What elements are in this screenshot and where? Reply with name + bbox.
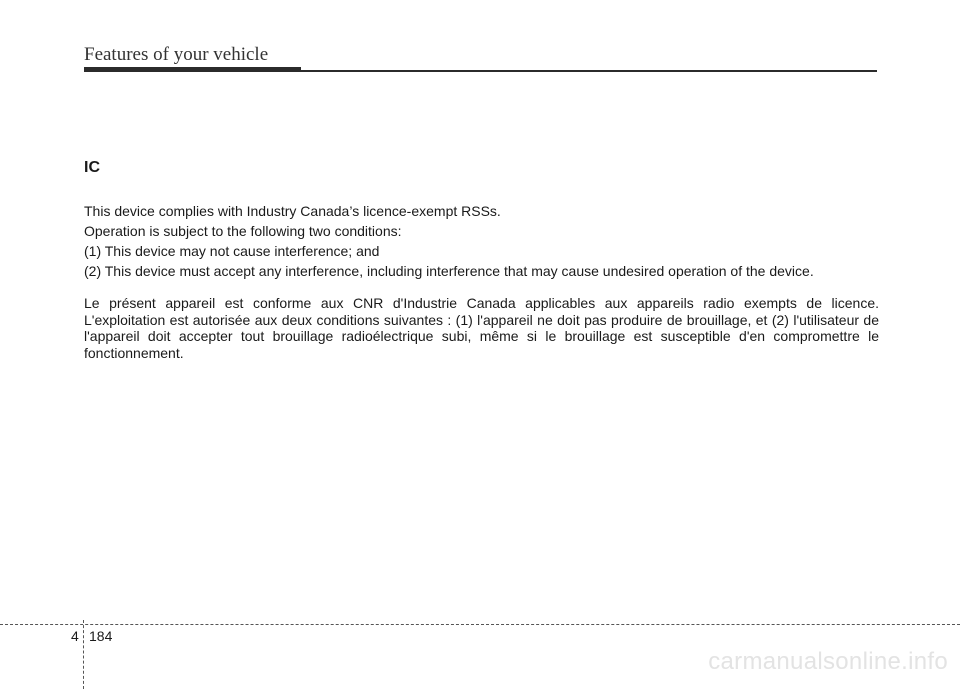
- section-heading: IC: [84, 159, 100, 176]
- page-header-title: Features of your vehicle: [84, 44, 269, 65]
- compliance-line: (1) This device may not cause interference; and: [84, 243, 380, 259]
- compliance-line: Operation is subject to the following two conditions:: [84, 223, 402, 239]
- watermark: carmanualsonline.info: [708, 648, 948, 675]
- english-compliance-text: [84, 201, 884, 281]
- compliance-line: (2) This device must accept any interference, including interference that may cause undesired operation of the device.: [84, 263, 814, 279]
- chapter-number: 4: [71, 628, 79, 644]
- footer-rule: [0, 624, 960, 625]
- header-rule: [84, 70, 877, 72]
- french-compliance-text: Le présent appareil est conforme aux CNR d'Industrie Canada applicables aux appareils radio exempts de licence. L'exploitation est autorisée aux deux conditions suivantes : (1) l'appareil ne doit pas produire de brouillage, et (2) l'utilisateur de l'appareil doit accepter tout brouillage radioélectrique subi, même si le brouillage est susceptible d'en compromettre le fonctionnement.: [84, 295, 879, 361]
- page-number: 184: [89, 628, 113, 644]
- compliance-line: This device complies with Industry Canada’s licence-exempt RSSs.: [84, 203, 501, 219]
- footer-divider: [83, 620, 84, 689]
